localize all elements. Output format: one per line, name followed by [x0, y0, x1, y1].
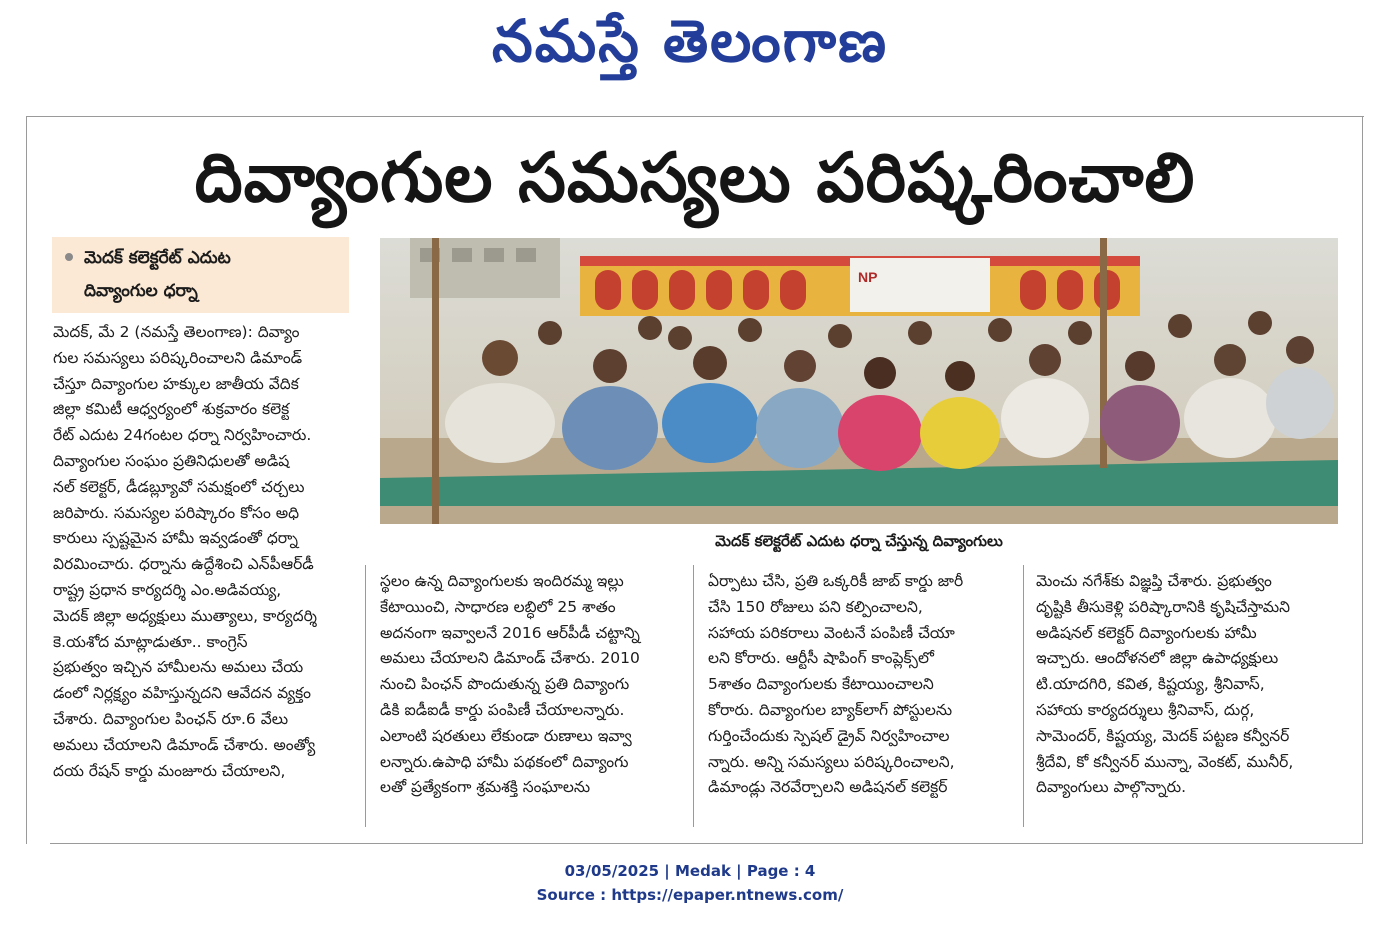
article-text-line: నుంచి పింఛన్ పొందుతున్న ప్రతి దివ్యాంగు — [380, 675, 630, 694]
article-text-line: కారులు స్పష్టమైన హామీ ఇవ్వడంతో ధర్నా — [53, 529, 298, 548]
article-text-line: లతో ప్రత్యేకంగా శ్రమశక్తి సంఘాలను — [380, 778, 591, 797]
photo-caption: మెదక్ కలెక్టరేట్ ఎదుట ధర్నా చేస్తున్న దివ్యాంగులు — [715, 532, 1003, 550]
article-frame-bottom — [50, 843, 1363, 844]
article-text-line: చేస్తూ దివ్యాంగుల హక్కుల జాతీయ వేదిక — [53, 374, 299, 393]
column-divider — [365, 565, 366, 827]
article-text-line: చేసి 150 రోజులు పని కల్పించాలని, — [708, 597, 923, 616]
article-photo — [380, 238, 1338, 524]
article-text-line: సహాయ కార్యదర్శులు శ్రీనివాస్, దుర్గ, — [1036, 700, 1255, 719]
article-column-1 — [53, 320, 353, 784]
article-text-line: మెదక్, మే 2 (నమస్తే తెలంగాణ): దివ్యాం — [53, 323, 300, 341]
article-text-line: అదనంగా ఇవ్వాలనే 2016 ఆర్‌పీడీ చట్టాన్ని — [380, 623, 640, 642]
article-text-line: ఇచ్చారు. ఆందోళనలో జిల్లా ఉపాధ్యక్షులు — [1036, 649, 1279, 668]
article-text-line: సామెందర్, కిష్టయ్య, మెదక్ పట్టణ కన్వీనర్ — [1036, 726, 1290, 745]
article-text-line: లని కోరారు. ఆర్టీసీ షాపింగ్ కాంప్లెక్స్‌లో — [708, 649, 934, 668]
article-text-line: దృష్టికి తీసుకెళ్లి పరిష్కారానికి కృషిచేస్తామని — [1036, 597, 1291, 616]
article-text-line: టి.యాదగిరి, కవిత, కిష్టయ్య, శ్రీనివాస్, — [1036, 675, 1265, 694]
article-text-line: దయ రేషన్ కార్డు మంజూరు చేయాలని, — [53, 761, 286, 780]
article-text-line: కె.యశోద మాట్లాడుతూ.. కాంగ్రెస్ — [53, 632, 248, 651]
article-text-line: సహాయ పరికరాలు వెంటనే పంపిణీ చేయా — [708, 623, 955, 642]
article-text-line: ప్రభుత్వం ఇచ్చిన హామీలను అమలు చేయ — [53, 658, 304, 677]
protest-photo-illustration — [380, 238, 1338, 524]
footer-source-line: Source : https://epaper.ntnews.com/ — [536, 886, 844, 904]
article-text-line: డిమాండ్లు నెరవేర్చాలని అడిషనల్ కలెక్టర్ — [708, 778, 948, 797]
article-text-line: మెంచు నగేశ్‌కు విజ్ఞప్తి చేశారు. ప్రభుత్వం — [1036, 572, 1272, 590]
article-text-line: శ్రీదేవి, కో కన్వీనర్ మున్నా, వెంకట్, మునీర్, — [1036, 752, 1294, 771]
article-text-line: కోరారు. దివ్యాంగుల బ్యాక్‌లాగ్ పోస్టులను — [708, 700, 953, 719]
article-text-line: ఏర్పాటు చేసి, ప్రతి ఒక్కరికీ జాబ్ కార్డు జారీ — [708, 572, 964, 590]
article-text-line: డంలో నిర్లక్ష్యం వహిస్తున్నదని ఆవేదన వ్యక్తం — [53, 684, 312, 703]
article-text-line: గుర్తించేందుకు స్పెషల్ డ్రైవ్ నిర్వహించాల — [708, 726, 950, 745]
article-text-line: దివ్యాంగుల సంఘం ప్రతినిధులతో అడిష — [53, 451, 290, 470]
highlight-line: మెదక్ కలెక్టరేట్ ఎదుట — [84, 248, 231, 268]
article-column-3 — [708, 569, 1012, 801]
article-text-line: జరిపారు. సమస్యల పరిష్కారం కోసం అధి — [53, 503, 300, 522]
article-text-line: డికి ఐడీఐడీ కార్డు పంపిణీ చేయాలన్నారు. — [380, 700, 625, 719]
newspaper-masthead: నమస్తే తెలంగాణ — [492, 7, 888, 75]
article-text-line: నల్ కలెక్టర్, డీడబ్ల్యూవో సమక్షంలో చర్చలు — [53, 477, 305, 496]
article-text-line: జిల్లా కమిటీ ఆధ్వర్యంలో శుక్రవారం కలెక్ట — [53, 400, 290, 419]
article-column-2 — [380, 569, 680, 801]
article-text-line: 5శాతం దివ్యాంగులకు కేటాయించాలని — [708, 675, 934, 694]
article-text-line: విరమించారు. ధర్నాను ఉద్దేశించి ఎన్‌పీఆర్‌డీ — [53, 555, 314, 574]
article-text-line: స్థలం ఉన్న దివ్యాంగులకు ఇందిరమ్మ ఇల్లు — [380, 572, 624, 590]
article-text-line: గుల సమస్యలు పరిష్కరించాలని డిమాండ్ — [53, 348, 303, 367]
article-column-4 — [1036, 569, 1341, 801]
bullet-icon — [65, 253, 73, 261]
article-text-line: రాష్ట్ర ప్రధాన కార్యదర్శి ఎం.అడివయ్య, — [53, 580, 282, 599]
article-headline: దివ్యాంగుల సమస్యలు పరిష్కరించాలి — [194, 139, 1196, 218]
footer-date-line: 03/05/2025 | Medak | Page : 4 — [564, 862, 816, 880]
article-text-line: అమలు చేయాలని డిమాండ్ చేశారు. అంత్యో — [53, 735, 316, 754]
article-text-line: అమలు చేయాలని డిమాండ్ చేశారు. 2010 — [380, 649, 640, 668]
article-text-line: మెదక్ జిల్లా అధ్యక్షులు ముత్యాలు, కార్యదర్శి — [53, 606, 317, 625]
article-text-line: రేట్ ఎదుట 24గంటల ధర్నా నిర్వహించారు. — [53, 426, 312, 445]
article-frame-right — [1362, 116, 1363, 843]
highlight-box — [52, 237, 349, 313]
column-divider — [1023, 565, 1024, 827]
article-text-line: న్నారు. అన్ని సమస్యలు పరిష్కరించాలని, — [708, 752, 955, 771]
banner-label: NP — [858, 269, 878, 285]
article-text-line: కేటాయించి, సాధారణ లబ్ధిలో 25 శాతం — [380, 597, 616, 616]
article-text-line: ఎలాంటి షరతులు లేకుండా రుణాలు ఇవ్వా — [380, 726, 632, 745]
article-text-line: లన్నారు.ఉపాధి హామీ పథకంలో దివ్యాంగు — [380, 752, 629, 771]
column-divider — [693, 565, 694, 827]
article-text-line: అడిషనల్ కలెక్టర్ దివ్యాంగులకు హామీ — [1036, 623, 1257, 642]
article-text-line: చేశారు. దివ్యాంగుల పింఛన్ రూ.6 వేలు — [53, 709, 289, 728]
article-text-line: దివ్యాంగులు పాల్గొన్నారు. — [1036, 778, 1187, 797]
highlight-line: దివ్యాంగుల ధర్నా — [84, 281, 198, 301]
